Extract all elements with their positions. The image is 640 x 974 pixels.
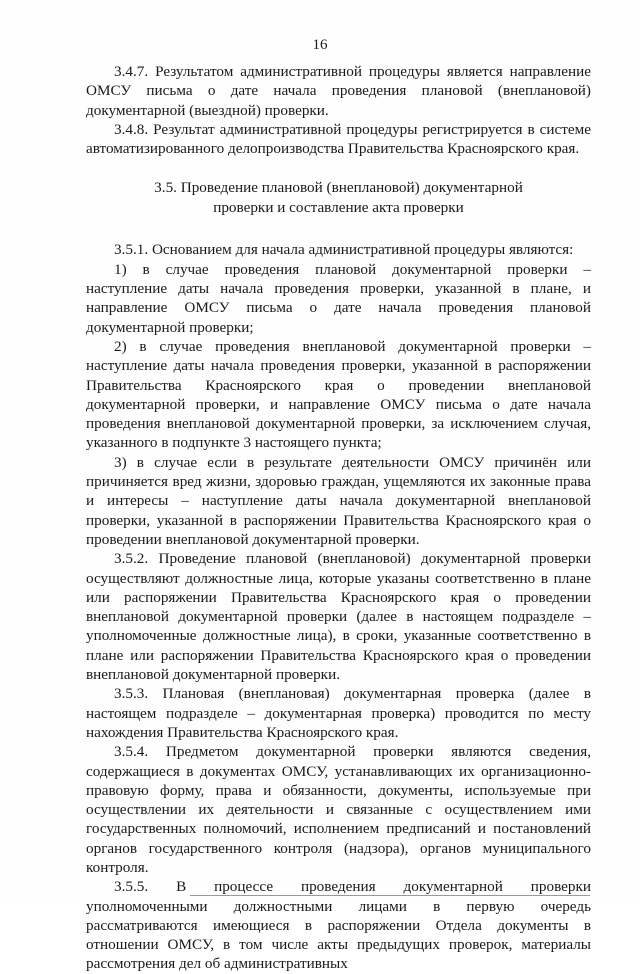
section-heading-3-5 <box>86 178 591 218</box>
page-number: 16 <box>312 37 328 53</box>
section-heading-line-2: проверки и составление акта проверки <box>213 199 464 217</box>
section-heading-line-1: 3.5. Проведение плановой (внеплановой) документарной <box>154 179 523 197</box>
paragraph-3-5-1-item-2: 2) в случае проведения внеплановой документарной проверки – наступление даты начала проведения проверки, указанной в распоряжении Правительства Красноярского края о проведении внеплановой документарной проверки, и направление ОМСУ письма о дате начала проведения внеплановой документарной проверки, за исключением случая, указанного в подпункте 3 настоящего пункта; <box>86 337 591 452</box>
scan-edge-line <box>190 895 590 896</box>
paragraph-3-5-4: 3.5.4. Предметом документарной проверки являются сведения, содержащиеся в документах ОМСУ, устанавливающих их организационно-правовую форму, права и обязанности, документы, используемые при осуществлении их деятельности и связанные с осуществлением ими государственных полномочий, исполнением предписаний и постановлений органов государственного контроля (надзора), органов муниципального контроля. <box>86 743 591 876</box>
paragraph-3-5-1: 3.5.1. Основанием для начала административной процедуры являются: <box>114 241 574 259</box>
paragraph-3-5-3: 3.5.3. Плановая (внеплановая) документарная проверка (далее в настоящем подразделе – документарная проверка) проводится по месту нахождения Правительства Красноярского края. <box>86 685 591 741</box>
paragraph-3-4-8: 3.4.8. Результат административной процедуры регистрируется в системе автоматизированного делопроизводства Правительства Красноярского края. <box>86 120 591 158</box>
paragraph-3-5-2: 3.5.2. Проведение плановой (внеплановой) документарной проверки осуществляют должностные лица, которые указаны соответственно в плане или распоряжении Правительства Красноярского края о проведении внеплановой документарной проверки (далее в настоящем подразделе – уполномоченные должностные лица), в сроки, указанные соответственно в плане или распоряжении Правительства Красноярского края о проведении внеплановой документарной проверки. <box>86 550 591 684</box>
document-body <box>86 62 591 974</box>
paragraph-3-5-5: 3.5.5. В процессе проведения документарной проверки уполномоченными должностными лицами в первую очередь рассматриваются имеющиеся в распоряжении Отдела документы в отношении ОМСУ, в том числе акты предыдущих проверок, материалы рассмотрения дел об административных <box>86 878 591 973</box>
paragraph-3-5-1-item-1: 1) в случае проведения плановой документарной проверки – наступление даты начала проведения проверки, указанной в плане, и направление ОМСУ письма о дате начала проведения плановой документарной проверки; <box>86 260 591 336</box>
paragraph-3-5-1-item-3: 3) в случае если в результате деятельности ОМСУ причинён или причиняется вред жизни, здоровью граждан, ущемляются их законные права и интересы – наступление даты начала документарной внеплановой проверки, указанной в распоряжении Правительства Красноярского края о проведении внеплановой документарной проверки. <box>86 453 591 548</box>
paragraph-3-4-7: 3.4.7. Результатом административной процедуры является направление ОМСУ письма о дате начала проведения плановой (внеплановой) документарной (выездной) проверки. <box>86 63 591 119</box>
